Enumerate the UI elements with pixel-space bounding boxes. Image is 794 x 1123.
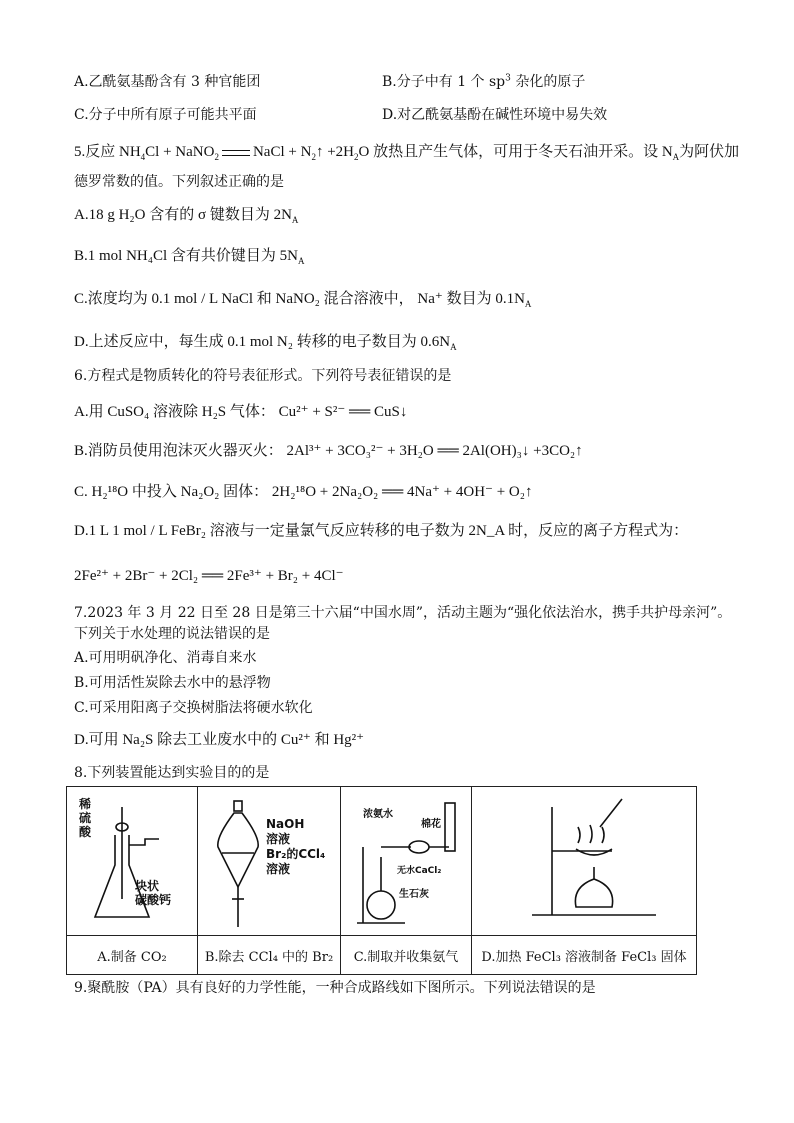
ammonia-apparatus-icon <box>341 787 471 935</box>
label-conc-ammonia: 浓氨水 <box>363 809 393 820</box>
q6-stem: 6.方程式是物质转化的符号表征形式。下列符号表征错误的是 <box>74 368 452 384</box>
caption-d: D.加热 FeCl₃ 溶液制备 FeCl₃ 固体 <box>472 936 697 975</box>
apparatus-a-cell <box>67 787 198 936</box>
q5-option-d: D.上述反应中，每生成 0.1 mol N₂ 转移的电子数目为 $0.6N_A$ <box>74 334 457 352</box>
caption-b: B.除去 CCl₄ 中的 Br₂ <box>198 936 341 975</box>
q6-option-c: C. H₂¹⁸O 中投入 Na₂O₂ 固体： 2H₂¹⁸O + 2Na₂O₂ ══ 4Na⁺ + 4OH⁻ + O₂↑ <box>74 484 533 500</box>
label-sulfuric: 硫 <box>79 811 92 825</box>
label-anhydrous-cacl2: 无水CaCl₂ <box>397 866 442 876</box>
q5-option-a: A.18 g H₂O 含有的 σ 键数目为 $2N_A$ <box>74 207 299 225</box>
label-naoh: NaOH <box>266 817 305 831</box>
q5-option-b: B.1 mol NH₄Cl 含有共价键目为 $5N_A$ <box>74 248 305 266</box>
q6-option-d-equation: 2Fe²⁺ + 2Br⁻ + 2Cl₂ ══ 2Fe³⁺ + Br₂ + 4Cl⁻ <box>74 568 344 584</box>
label-caco3: 碳酸钙 <box>135 893 172 907</box>
label-br2-ccl4: Br₂的CCl₄ <box>266 847 326 861</box>
q7-option-a: A.可用明矾净化、消毒自来水 <box>74 650 257 666</box>
q5-stem-line2: 德罗常数的值。下列叙述正确的是 <box>74 174 284 190</box>
caption-a: A.制备 CO₂ <box>67 936 198 975</box>
label-quicklime: 生石灰 <box>399 889 429 900</box>
q6-option-b: B.消防员使用泡沫灭火器灭火： 2Al³⁺ + 3CO₃²⁻ + 3H₂O ══ 2Al(OH)₃↓ +3CO₂↑ <box>74 443 583 459</box>
q7-option-c: C.可采用阳离子交换树脂法将硬水软化 <box>74 700 313 716</box>
q4-option-b: B.分子中有 1 个 $sp^3$ 杂化的原子 <box>382 73 586 90</box>
q4-option-c: C.分子中所有原子可能共平面 <box>74 107 257 123</box>
caption-c: C.制取并收集氨气 <box>341 936 472 975</box>
label-solution-2: 溶液 <box>266 862 291 876</box>
q6-option-a: A.用 CuSO₄ 溶液除 H₂S 气体： Cu²⁺ + S²⁻ ══ CuS↓ <box>74 404 408 420</box>
q5-option-c: C.浓度均为 0.1 mol / L NaCl 和 NaNO₂ 混合溶液中， Na⁺ 数目为 $0.1N_A$ <box>74 291 532 309</box>
label-lumpy: 块状 <box>135 879 160 893</box>
apparatus-b-cell <box>198 787 341 936</box>
q7-option-b: B.可用活性炭除去水中的悬浮物 <box>74 675 271 691</box>
label-dilute: 稀 <box>79 797 92 811</box>
q4-option-d: D.对乙酰氨基酚在碱性环境中易失效 <box>382 107 608 123</box>
q8-stem: 8.下列装置能达到实验目的的是 <box>74 765 270 781</box>
q7-stem-line2: 下列关于水处理的说法错误的是 <box>74 626 270 642</box>
evaporation-apparatus-icon <box>472 787 696 935</box>
apparatus-table <box>66 786 697 975</box>
q5-stem: 5.反应 $NH_4Cl$ + NaNO$_2$ NaCl + $N_2↑ +2H_2O$ 放热且产生气体，可用于冬天石油开采。设 $N_A$为阿伏加 <box>74 144 740 162</box>
q6-option-d: D.1 L 1 mol / L FeBr₂ 溶液与一定量氯气反应转移的电子数为 2N_A 时，反应的离子方程式为： <box>74 523 689 539</box>
q7-option-d: D.可用 Na₂S 除去工业废水中的 Cu²⁺ 和 Hg²⁺ <box>74 732 365 748</box>
apparatus-c-cell <box>341 787 472 936</box>
apparatus-d-cell <box>472 787 697 936</box>
q4-option-a: A.乙酰氨基酚含有 3 种官能团 <box>74 74 261 90</box>
label-cotton: 棉花 <box>421 819 441 830</box>
label-acid: 酸 <box>79 825 92 839</box>
label-solution-1: 溶液 <box>266 832 291 846</box>
q7-stem: 7.2023 年 3 月 22 日至 28 日是第三十六届“中国水周”，活动主题为“强化依法治水，携手共护母亲河”。 <box>74 605 732 621</box>
q9-stem: 9.聚酰胺（PA）具有良好的力学性能，一种合成路线如下图所示。下列说法错误的是 <box>74 980 596 996</box>
